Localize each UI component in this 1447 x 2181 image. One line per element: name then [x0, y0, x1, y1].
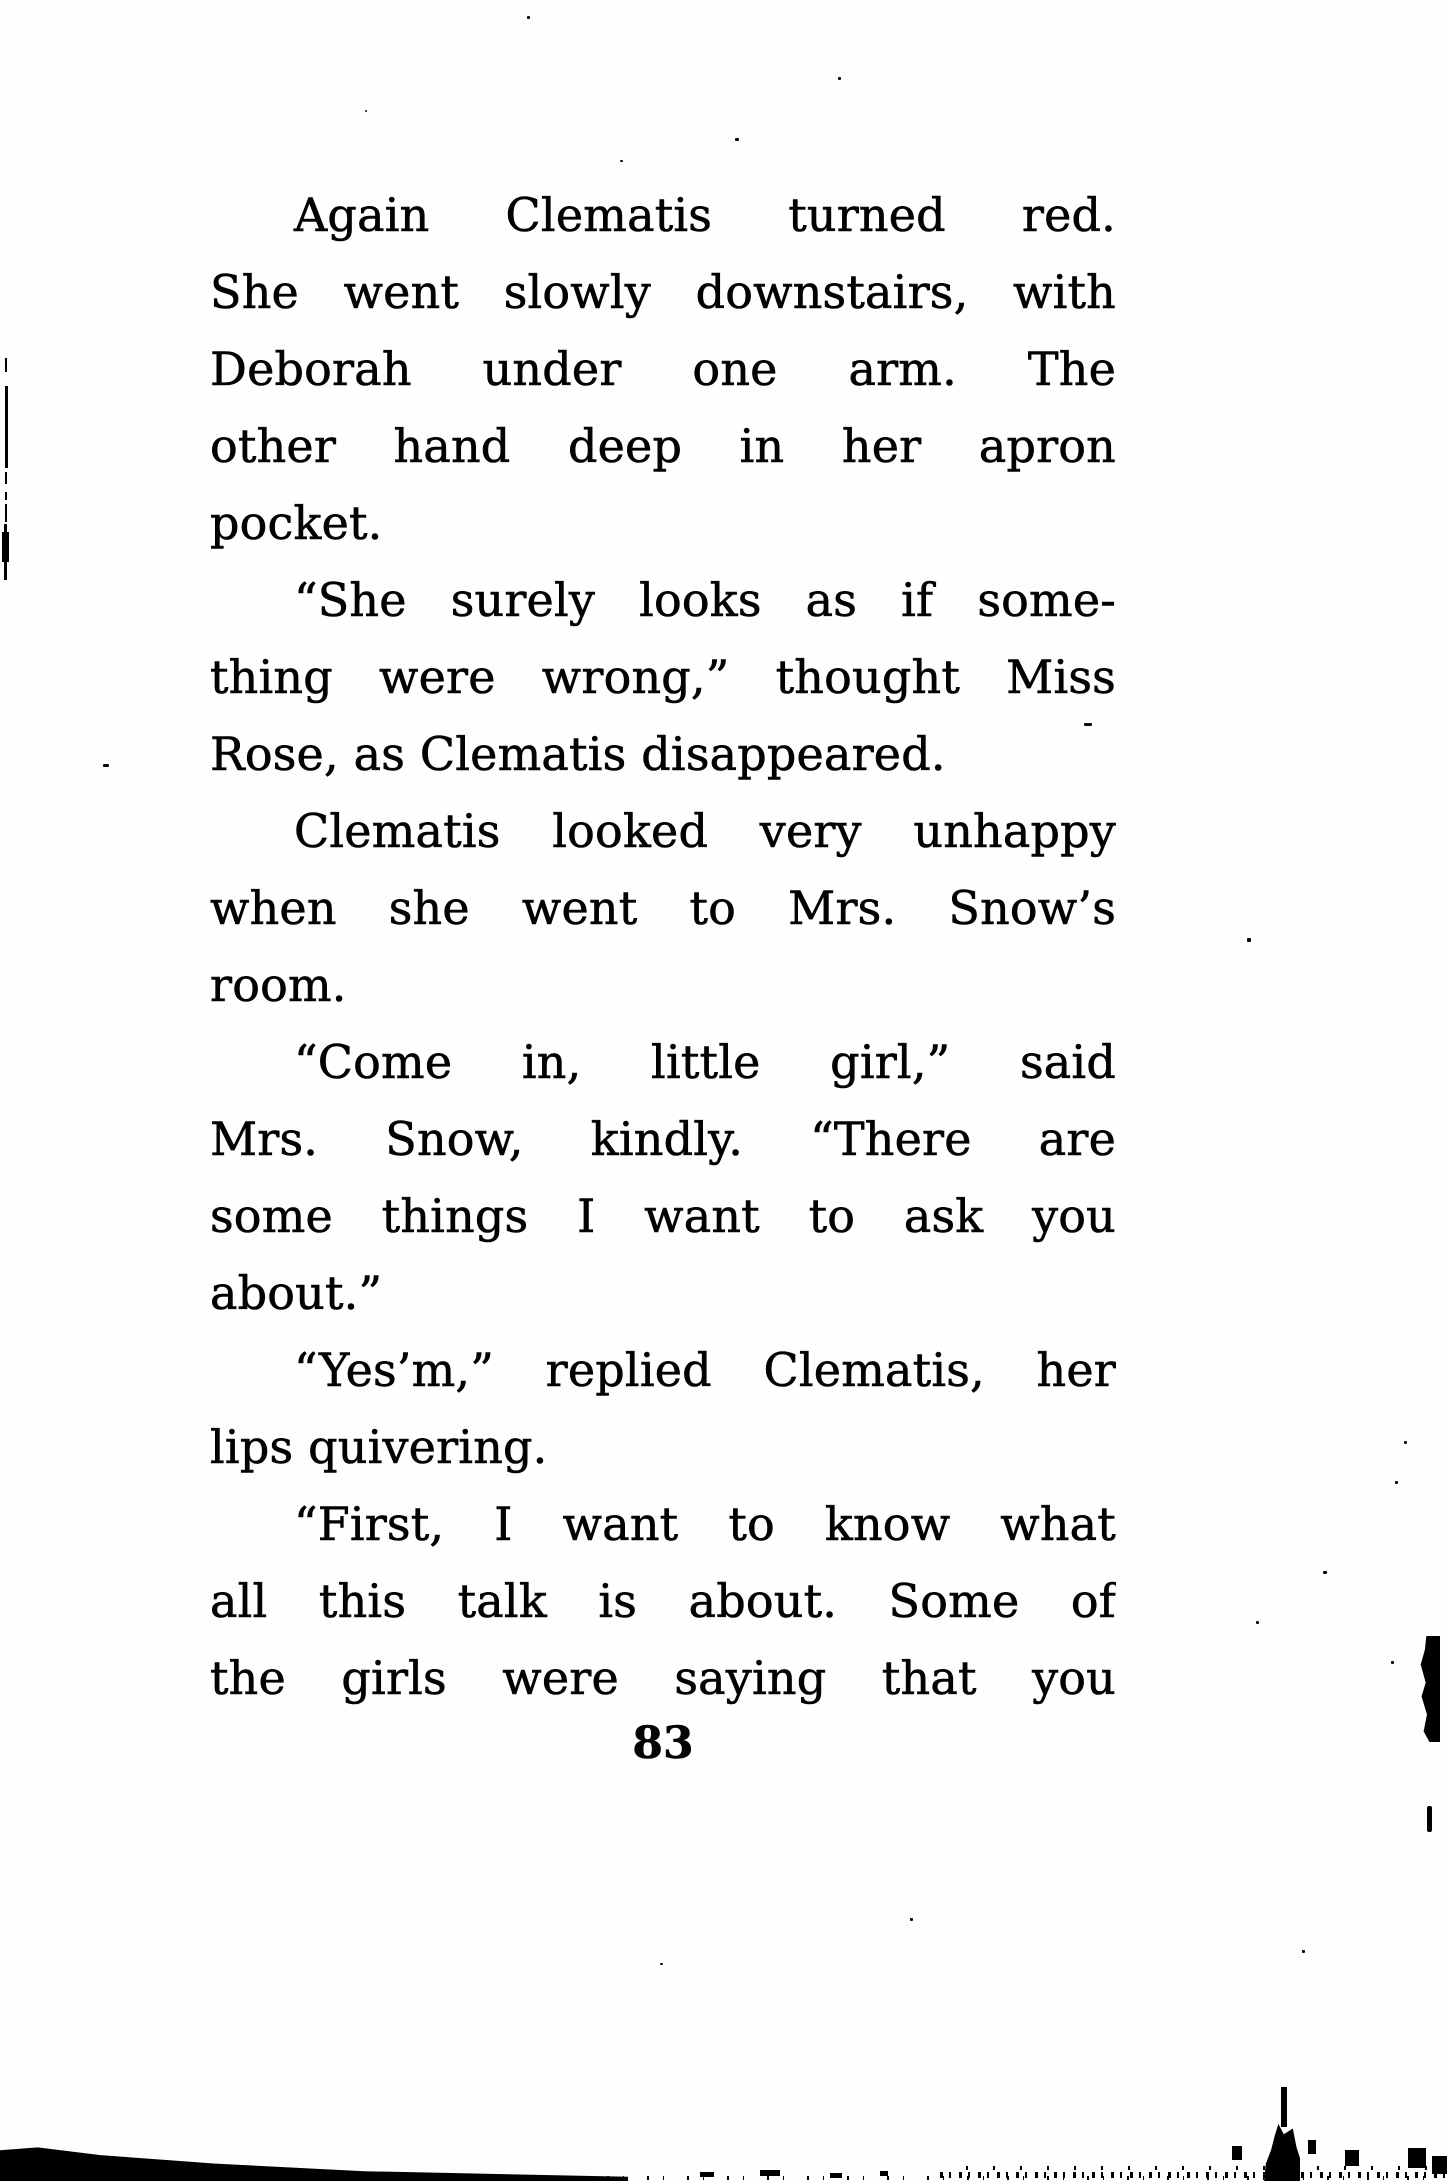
scan-artifact-tuft	[1432, 2156, 1447, 2174]
scan-artifact-speckle-band	[600, 2176, 1447, 2180]
scan-artifact-tuft	[1281, 2087, 1287, 2127]
scan-artifact-right-blob	[1419, 1636, 1440, 1742]
text-line: Rose, as Clematis disappeared.	[210, 727, 946, 781]
scan-artifact-tuft	[830, 2173, 842, 2178]
scan-artifact-tuft	[1264, 2124, 1300, 2181]
text-line: “She surely looks as if some-	[294, 573, 1116, 627]
text-line: “Yes’m,” replied Clematis, her	[294, 1343, 1116, 1397]
scan-artifact-tuft	[880, 2171, 888, 2176]
scan-artifact-tuft	[700, 2172, 714, 2177]
text-line: Clematis looked very unhappy	[294, 804, 1116, 858]
page-number: 83	[632, 1718, 694, 1769]
text-line: room.	[210, 958, 347, 1012]
scan-artifact-tuft	[1308, 2140, 1316, 2154]
text-line: some things I want to ask you	[210, 1189, 1116, 1243]
text-line: other hand deep in her apron	[210, 419, 1116, 473]
text-line: She went slowly downstairs, with	[210, 265, 1116, 319]
scan-artifact-right-tick	[1427, 1806, 1432, 1832]
scan-artifact-tuft	[1232, 2146, 1242, 2160]
text-line: Deborah under one arm. The	[210, 342, 1116, 396]
scan-artifact-bottom-wedge	[0, 2146, 628, 2181]
text-line: when she went to Mrs. Snow’s	[210, 881, 1116, 935]
body-text	[210, 177, 1116, 1717]
scan-artifact-tuft	[760, 2170, 780, 2176]
text-line: Again Clematis turned red.	[294, 188, 1116, 242]
text-line: the girls were saying that you	[210, 1651, 1116, 1705]
scan-artifact-speckle-band	[955, 2166, 1447, 2170]
text-line: about.”	[210, 1266, 383, 1320]
scan-artifact-tuft	[1345, 2150, 1359, 2166]
text-line: “First, I want to know what	[294, 1497, 1116, 1551]
text-line: “Come in, little girl,” said	[294, 1035, 1116, 1089]
text-line: lips quivering.	[210, 1420, 548, 1474]
text-line: pocket.	[210, 496, 383, 550]
text-line: Mrs. Snow, kindly. “There are	[210, 1112, 1116, 1166]
scan-artifact-tuft	[1408, 2148, 1426, 2168]
text-line: all this talk is about. Some of	[210, 1574, 1116, 1628]
text-line: thing were wrong,” thought Miss	[210, 650, 1116, 704]
